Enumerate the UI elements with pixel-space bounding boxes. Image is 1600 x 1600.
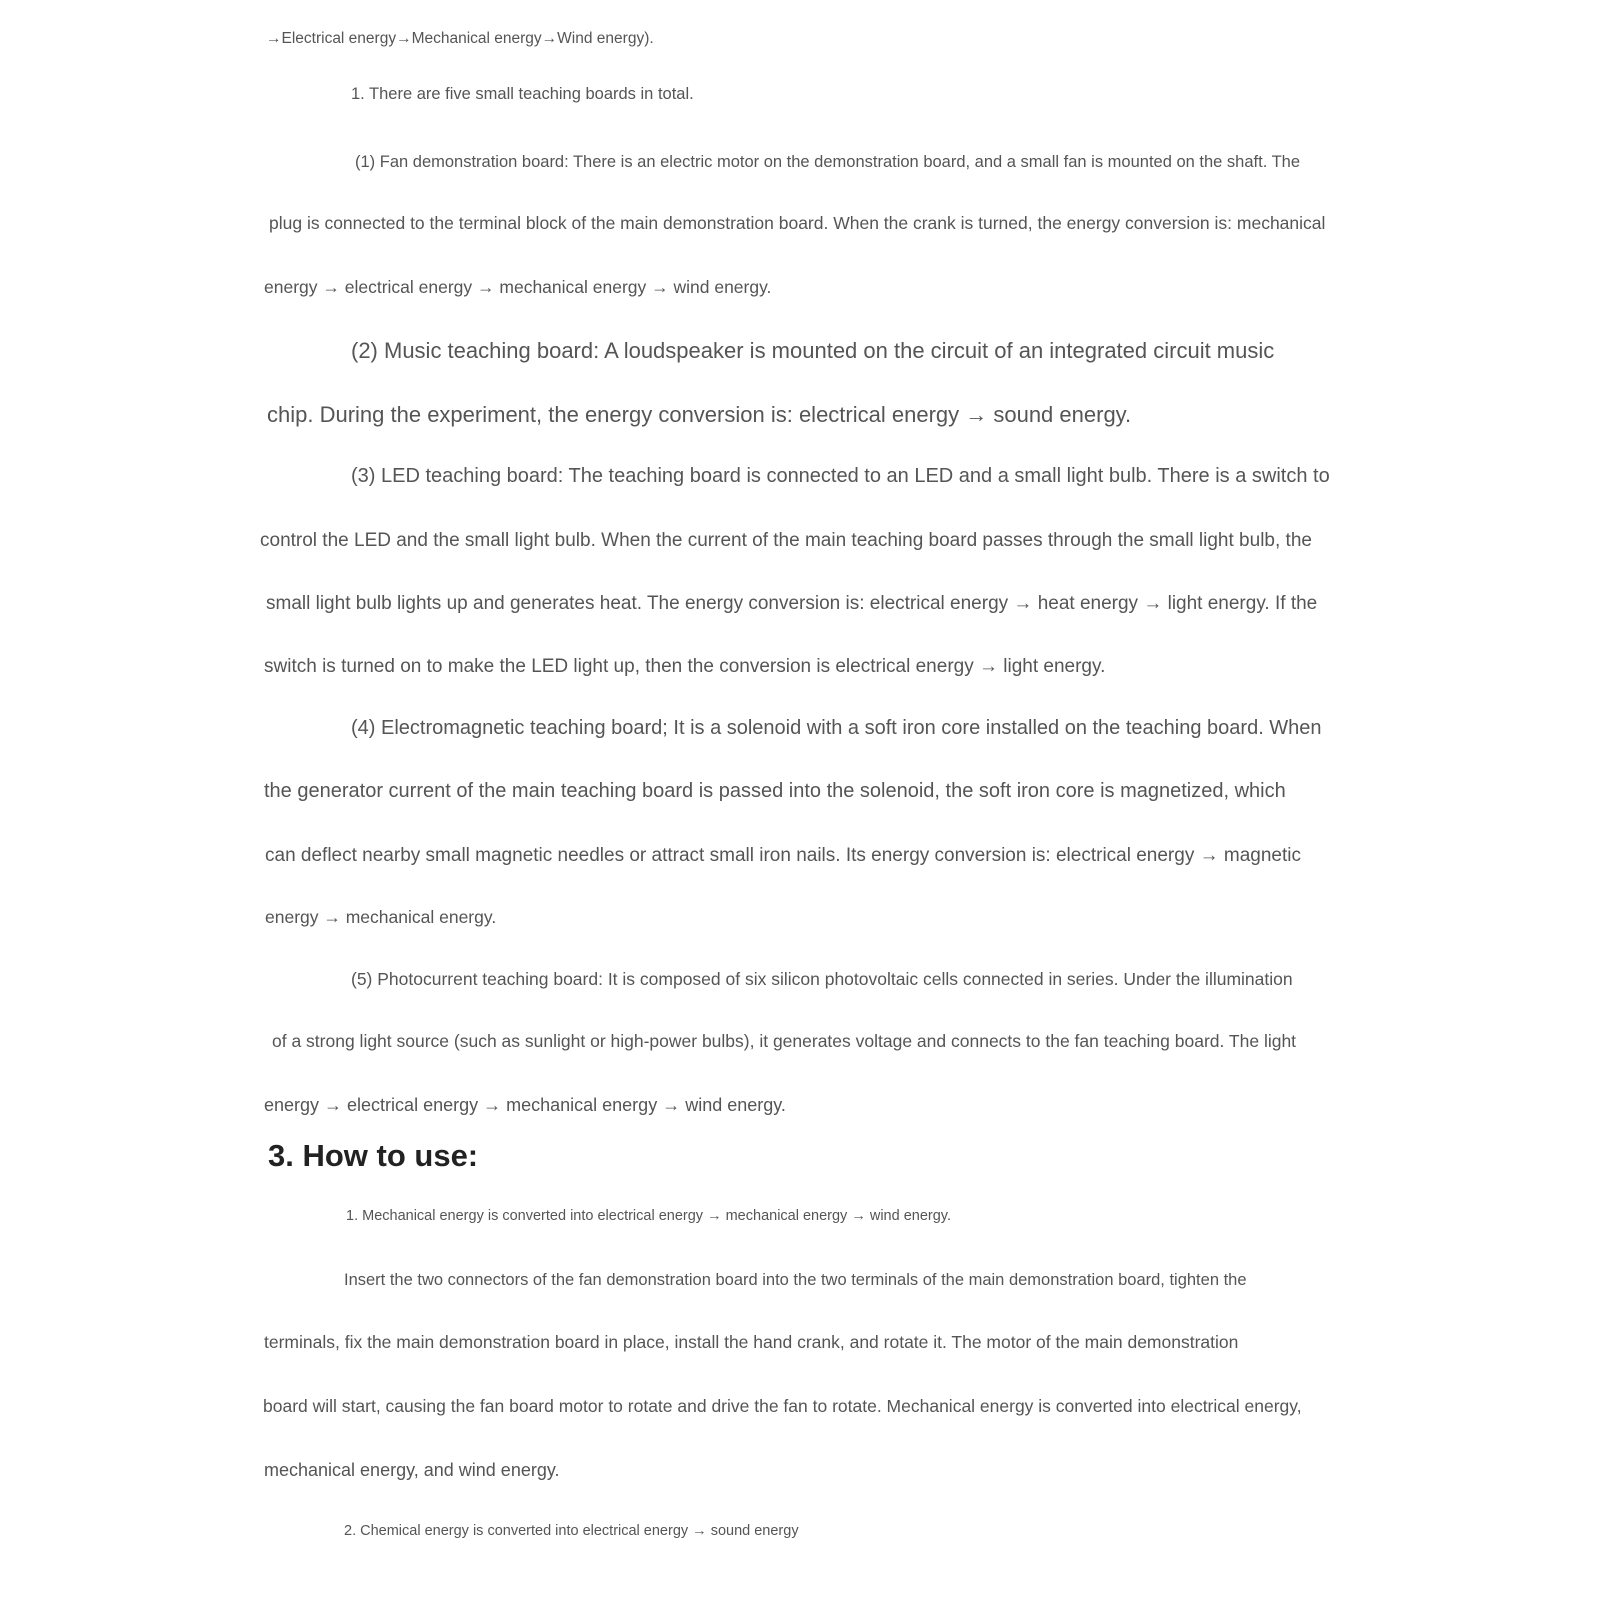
text-line-electromagnetic-board-4: energy → mechanical energy. xyxy=(265,907,497,927)
text-line-photocurrent-board-3: energy → electrical energy → mechanical energy → wind energy. xyxy=(264,1095,786,1115)
text-line-fan-board-3: energy → electrical energy → mechanical energy → wind energy. xyxy=(264,277,772,297)
text-line-step1-body-4: mechanical energy, and wind energy. xyxy=(264,1460,560,1480)
text-line-photocurrent-board-2: of a strong light source (such as sunlight or high-power bulbs), it generates voltage and connects to the fan teaching board. The light xyxy=(272,1031,1297,1051)
text-line-electromagnetic-board-1: (4) Electromagnetic teaching board; It is a solenoid with a soft iron core installed on the teaching board. When xyxy=(351,717,1322,739)
text-line-five-boards: 1. There are five small teaching boards in total. xyxy=(351,85,694,103)
text-line-led-board-1: (3) LED teaching board: The teaching board is connected to an LED and a small light bulb. There is a switch to xyxy=(351,465,1330,487)
text-line-step1-body-2: terminals, fix the main demonstration board in place, install the hand crank, and rotate it. The motor of the main demonstration xyxy=(264,1332,1239,1352)
text-line-photocurrent-board-1: (5) Photocurrent teaching board: It is composed of six silicon photovoltaic cells connected in series. Under the illumination xyxy=(351,969,1293,989)
text-line-intro-conversion: →Electrical energy→Mechanical energy→Wind energy). xyxy=(266,30,654,47)
text-line-music-board-1: (2) Music teaching board: A loudspeaker is mounted on the circuit of an integrated circuit music xyxy=(351,338,1275,363)
text-line-fan-board-2: plug is connected to the terminal block of the main demonstration board. When the crank is turned, the energy conversion is: mechanical xyxy=(269,213,1326,233)
text-line-electromagnetic-board-3: can deflect nearby small magnetic needles or attract small iron nails. Its energy conversion is: electrical energy → magnetic xyxy=(265,845,1301,866)
text-line-led-board-2: control the LED and the small light bulb. When the current of the main teaching board passes through the small light bulb, the xyxy=(260,530,1312,551)
text-line-step1-body-1: Insert the two connectors of the fan demonstration board into the two terminals of the main demonstration board, tighten the xyxy=(344,1271,1247,1289)
text-line-led-board-4: switch is turned on to make the LED light up, then the conversion is electrical energy → light energy. xyxy=(264,656,1106,677)
text-line-step1-body-3: board will start, causing the fan board motor to rotate and drive the fan to rotate. Mechanical energy is converted into electrical energy, xyxy=(263,1396,1302,1416)
text-line-led-board-3: small light bulb lights up and generates heat. The energy conversion is: electrical energy → heat energy → light energy. If the xyxy=(266,593,1318,614)
text-line-step1-title: 1. Mechanical energy is converted into electrical energy → mechanical energy → wind energy. xyxy=(346,1208,952,1224)
text-line-fan-board-1: (1) Fan demonstration board: There is an electric motor on the demonstration board, and a small fan is mounted on the shaft. The xyxy=(355,153,1300,171)
section-heading-how-to-use: 3. How to use: xyxy=(268,1138,479,1173)
text-line-step2-title: 2. Chemical energy is converted into electrical energy → sound energy xyxy=(344,1523,799,1539)
text-line-electromagnetic-board-2: the generator current of the main teaching board is passed into the solenoid, the soft iron core is magnetized, which xyxy=(264,780,1286,802)
text-line-music-board-2: chip. During the experiment, the energy conversion is: electrical energy → sound energy. xyxy=(267,402,1132,427)
